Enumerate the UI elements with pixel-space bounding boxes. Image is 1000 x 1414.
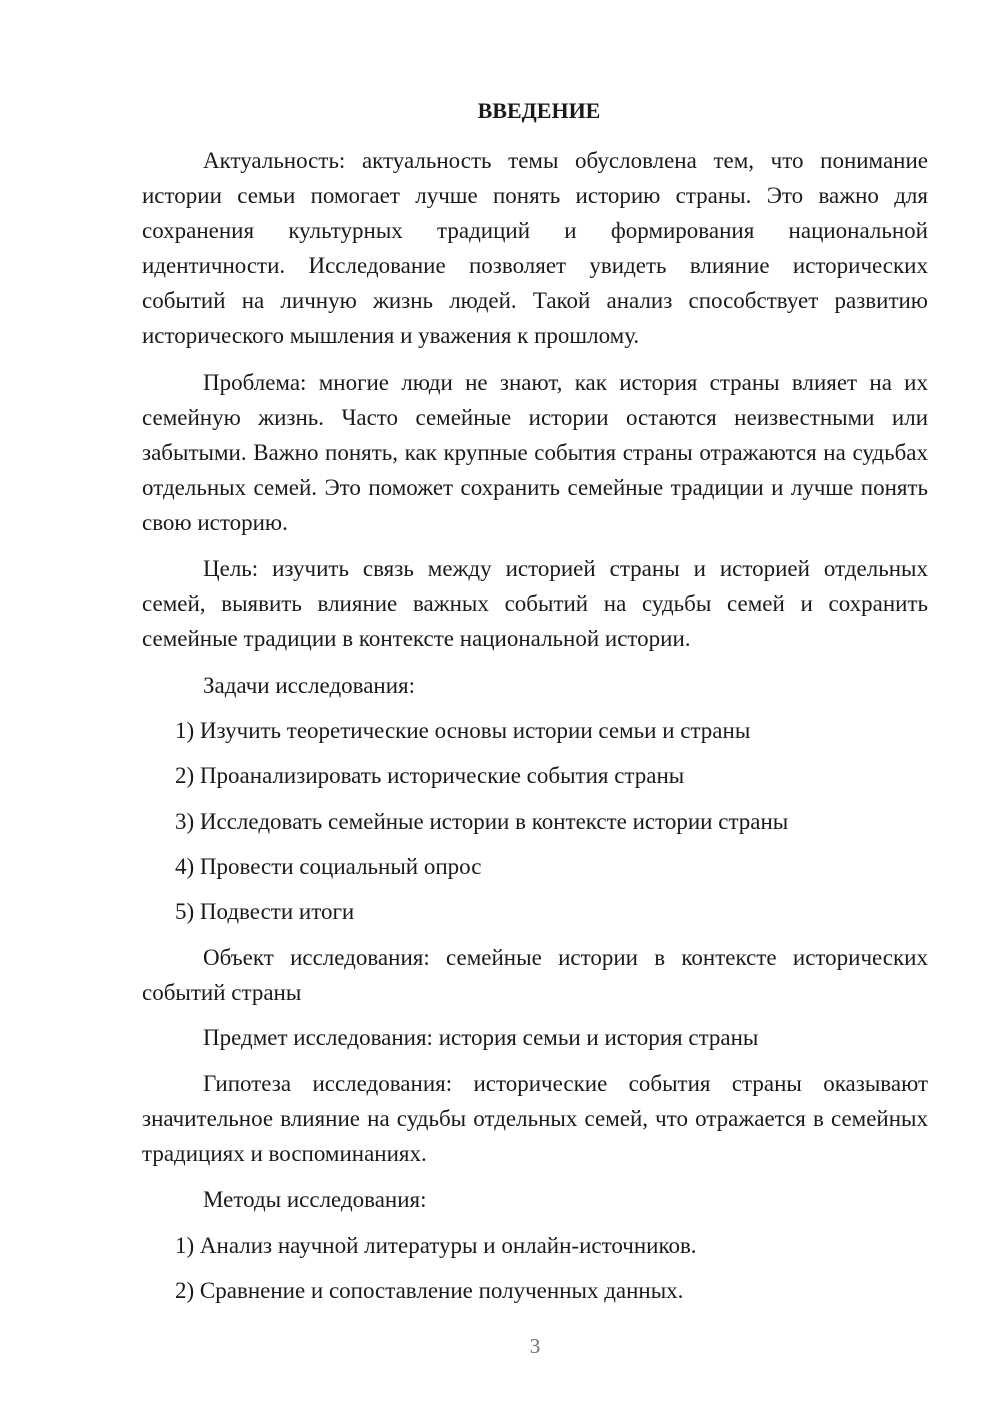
method-item-2: 2) Сравнение и сопоставление полученных данных. xyxy=(175,1278,684,1303)
problem-paragraph: Проблема: многие люди не знают, как история страны влияет на их семейную жизнь. Часто семейные истории остаются неизвестными или забытыми. Важно понять, как крупные события страны отражаются на судьбах отдельных семей. Это поможет сохранить семейные традиции и лучше понять свою историю. xyxy=(142,370,928,535)
relevance-paragraph: Актуальность: актуальность темы обусловлена тем, что понимание истории семьи помогает лучше понять историю страны. Это важно для сохранения культурных традиций и формирования национальной идентичности. Исследование позволяет увидеть влияние исторических событий на личную жизнь людей. Такой анализ способствует развитию исторического мышления и уважения к прошлому. xyxy=(142,148,928,348)
methods-title: Методы исследования: xyxy=(203,1187,427,1212)
goal-paragraph: Цель: изучить связь между историей страны и историей отдельных семей, выявить влияние важных событий на судьбы семей и сохранить семейные традиции в контексте национальной истории. xyxy=(142,556,928,651)
tasks-title: Задачи исследования: xyxy=(203,673,416,698)
section-heading: ВВЕДЕНИЕ xyxy=(477,98,601,123)
task-item-2: 2) Проанализировать исторические события страны xyxy=(175,763,685,788)
document-page xyxy=(142,0,928,1414)
task-item-4: 4) Провести социальный опрос xyxy=(175,854,482,879)
object-paragraph: Объект исследования: семейные истории в контексте исторических событий страны xyxy=(142,945,928,1005)
task-item-3: 3) Исследовать семейные истории в контексте истории страны xyxy=(175,809,789,834)
task-item-1: 1) Изучить теоретические основы истории семьи и страны xyxy=(175,718,751,743)
subject-paragraph: Предмет исследования: история семьи и история страны xyxy=(203,1025,759,1050)
task-item-5: 5) Подвести итоги xyxy=(175,899,355,924)
method-item-1: 1) Анализ научной литературы и онлайн-источников. xyxy=(175,1233,697,1258)
page-number: 3 xyxy=(529,1334,541,1358)
hypothesis-paragraph: Гипотеза исследования: исторические события страны оказывают значительное влияние на судьбы отдельных семей, что отражается в семейных традициях и воспоминаниях. xyxy=(142,1071,928,1166)
